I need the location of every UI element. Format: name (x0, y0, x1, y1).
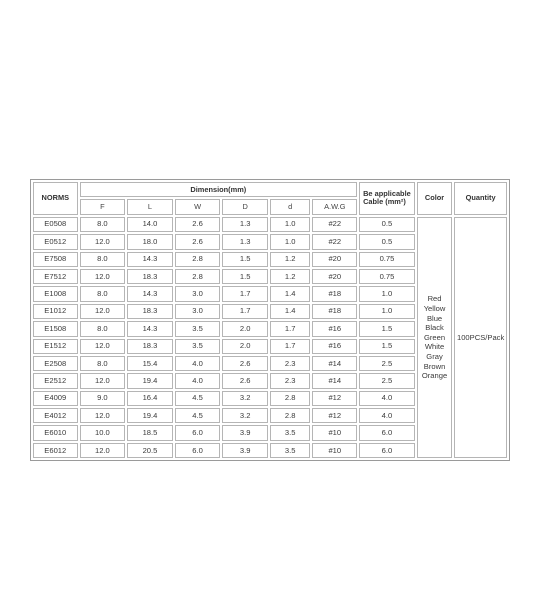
cell-norm: E7512 (33, 269, 78, 284)
cell-awg: #18 (312, 286, 357, 301)
cell-cable: 1.5 (359, 321, 415, 336)
cell-l: 19.4 (127, 373, 173, 388)
cell-lower-d: 3.5 (270, 443, 311, 458)
cell-l: 14.0 (127, 217, 173, 232)
cell-f: 12.0 (80, 304, 126, 319)
header-cable: Be applicable Cable (mm²) (359, 182, 415, 215)
cell-cable: 4.0 (359, 408, 415, 423)
cell-f: 10.0 (80, 425, 126, 440)
cell-cable: 4.0 (359, 391, 415, 406)
cell-lower-d: 1.4 (270, 304, 311, 319)
cell-cable: 6.0 (359, 443, 415, 458)
cell-f: 8.0 (80, 252, 126, 267)
color-cell (417, 217, 452, 458)
subheader-upper-d: D (222, 199, 268, 214)
cell-awg: #16 (312, 321, 357, 336)
cell-f: 8.0 (80, 286, 126, 301)
subheader-f: F (80, 199, 126, 214)
cell-upper-d: 3.9 (222, 443, 268, 458)
cell-norm: E1508 (33, 321, 78, 336)
cell-upper-d: 3.2 (222, 408, 268, 423)
cell-lower-d: 2.8 (270, 391, 311, 406)
cell-l: 18.3 (127, 269, 173, 284)
subheader-awg: A.W.G (312, 199, 357, 214)
cell-w: 2.8 (175, 252, 221, 267)
cell-lower-d: 2.3 (270, 356, 311, 371)
cell-norm: E1512 (33, 339, 78, 354)
cell-norm: E2508 (33, 356, 78, 371)
cell-awg: #22 (312, 217, 357, 232)
cell-awg: #14 (312, 373, 357, 388)
header-dimension: Dimension(mm) (80, 182, 358, 197)
cell-upper-d: 1.7 (222, 286, 268, 301)
cell-f: 8.0 (80, 356, 126, 371)
header-row (33, 182, 507, 197)
cell-lower-d: 1.4 (270, 286, 311, 301)
cell-l: 18.0 (127, 234, 173, 249)
cell-cable: 0.75 (359, 269, 415, 284)
cell-norm: E4009 (33, 391, 78, 406)
cell-norm: E2512 (33, 373, 78, 388)
cell-lower-d: 3.5 (270, 425, 311, 440)
cell-w: 6.0 (175, 443, 221, 458)
cell-upper-d: 2.0 (222, 321, 268, 336)
cell-w: 3.5 (175, 321, 221, 336)
cell-upper-d: 3.9 (222, 425, 268, 440)
cell-upper-d: 1.3 (222, 234, 268, 249)
color-option: Green (423, 332, 446, 342)
cell-f: 12.0 (80, 269, 126, 284)
cell-l: 19.4 (127, 408, 173, 423)
cell-w: 4.5 (175, 391, 221, 406)
color-option: Black (425, 323, 444, 333)
cell-upper-d: 1.5 (222, 269, 268, 284)
cell-cable: 0.5 (359, 234, 415, 249)
cell-cable: 0.5 (359, 217, 415, 232)
cell-lower-d: 2.3 (270, 373, 311, 388)
cell-norm: E0512 (33, 234, 78, 249)
cell-awg: #22 (312, 234, 357, 249)
cell-lower-d: 1.7 (270, 339, 311, 354)
cell-upper-d: 2.6 (222, 373, 268, 388)
cell-w: 4.0 (175, 373, 221, 388)
cell-w: 3.0 (175, 286, 221, 301)
cell-cable: 2.5 (359, 373, 415, 388)
table-row (33, 217, 507, 232)
cell-l: 14.3 (127, 286, 173, 301)
cell-norm: E4012 (33, 408, 78, 423)
cell-cable: 0.75 (359, 252, 415, 267)
cell-w: 4.5 (175, 408, 221, 423)
color-option: Gray (426, 351, 443, 361)
cell-cable: 1.5 (359, 339, 415, 354)
cell-lower-d: 1.0 (270, 234, 311, 249)
cell-norm: E6012 (33, 443, 78, 458)
cell-w: 2.6 (175, 217, 221, 232)
cell-w: 2.6 (175, 234, 221, 249)
cell-lower-d: 1.2 (270, 269, 311, 284)
cell-awg: #18 (312, 304, 357, 319)
cell-lower-d: 1.0 (270, 217, 311, 232)
cell-lower-d: 1.2 (270, 252, 311, 267)
cell-f: 12.0 (80, 443, 126, 458)
cell-f: 12.0 (80, 373, 126, 388)
color-option: Brown (423, 361, 446, 371)
color-option: Red (427, 294, 442, 304)
spec-table-body (33, 182, 507, 458)
subheader-l: L (127, 199, 173, 214)
color-option: White (424, 342, 445, 352)
header-color: Color (417, 182, 452, 215)
cell-l: 15.4 (127, 356, 173, 371)
cell-l: 16.4 (127, 391, 173, 406)
cell-upper-d: 3.2 (222, 391, 268, 406)
cell-cable: 6.0 (359, 425, 415, 440)
spec-table (30, 179, 510, 461)
cell-lower-d: 2.8 (270, 408, 311, 423)
cell-norm: E1012 (33, 304, 78, 319)
cell-awg: #16 (312, 339, 357, 354)
header-quantity: Quantity (454, 182, 507, 215)
quantity-cell: 100PCS/Pack (454, 217, 507, 458)
cell-f: 8.0 (80, 321, 126, 336)
cell-lower-d: 1.7 (270, 321, 311, 336)
cell-l: 18.5 (127, 425, 173, 440)
cell-awg: #20 (312, 269, 357, 284)
cell-norm: E1008 (33, 286, 78, 301)
cell-upper-d: 2.6 (222, 356, 268, 371)
cell-awg: #20 (312, 252, 357, 267)
color-option: Blue (426, 313, 443, 323)
cell-f: 9.0 (80, 391, 126, 406)
cell-f: 8.0 (80, 217, 126, 232)
cell-upper-d: 2.0 (222, 339, 268, 354)
cell-norm: E6010 (33, 425, 78, 440)
cell-f: 12.0 (80, 408, 126, 423)
cell-upper-d: 1.5 (222, 252, 268, 267)
cell-w: 3.5 (175, 339, 221, 354)
cell-norm: E0508 (33, 217, 78, 232)
cell-cable: 2.5 (359, 356, 415, 371)
subheader-lower-d: d (270, 199, 311, 214)
cell-l: 14.3 (127, 321, 173, 336)
cell-w: 4.0 (175, 356, 221, 371)
cell-awg: #12 (312, 391, 357, 406)
cell-l: 14.3 (127, 252, 173, 267)
header-norms: NORMS (33, 182, 78, 215)
cell-f: 12.0 (80, 234, 126, 249)
cell-l: 18.3 (127, 304, 173, 319)
subheader-w: W (175, 199, 221, 214)
cell-awg: #10 (312, 425, 357, 440)
cell-w: 3.0 (175, 304, 221, 319)
color-option: Yellow (423, 303, 446, 313)
cell-cable: 1.0 (359, 304, 415, 319)
cell-l: 20.5 (127, 443, 173, 458)
cell-w: 2.8 (175, 269, 221, 284)
cell-w: 6.0 (175, 425, 221, 440)
cell-upper-d: 1.7 (222, 304, 268, 319)
cell-l: 18.3 (127, 339, 173, 354)
cell-cable: 1.0 (359, 286, 415, 301)
color-option: Orange (421, 371, 448, 381)
cell-awg: #10 (312, 443, 357, 458)
cell-awg: #12 (312, 408, 357, 423)
cell-upper-d: 1.3 (222, 217, 268, 232)
cell-norm: E7508 (33, 252, 78, 267)
cell-f: 12.0 (80, 339, 126, 354)
cell-awg: #14 (312, 356, 357, 371)
